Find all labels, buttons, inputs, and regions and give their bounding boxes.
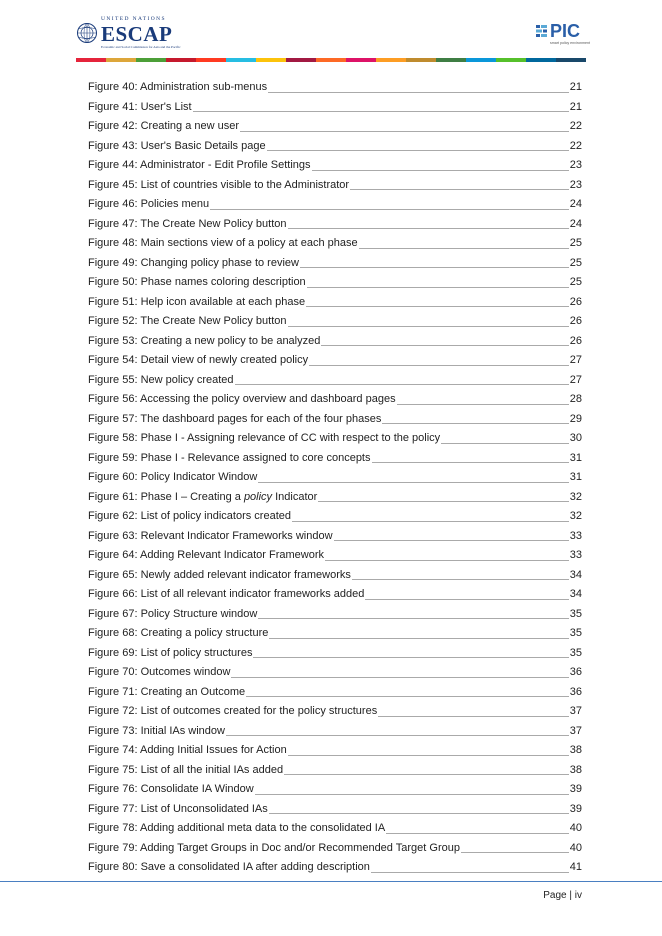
toc-entry[interactable] bbox=[88, 800, 582, 820]
color-bar-segment bbox=[406, 58, 436, 62]
color-bar-segment bbox=[106, 58, 136, 62]
toc-leader-dots bbox=[269, 813, 569, 814]
toc-entry-page: 38 bbox=[569, 763, 582, 776]
toc-entry-page: 36 bbox=[569, 685, 582, 698]
toc-leader-dots bbox=[307, 287, 569, 288]
toc-leader-dots bbox=[378, 716, 569, 717]
toc-entry-page: 35 bbox=[569, 646, 582, 659]
toc-entry-label: Figure 58: Phase I - Assigning relevance of CC with respect to the policy bbox=[88, 432, 441, 444]
toc-leader-dots bbox=[210, 209, 569, 210]
toc-entry-page: 37 bbox=[569, 705, 582, 717]
color-bar-segment bbox=[436, 58, 466, 62]
toc-leader-dots bbox=[292, 521, 569, 522]
toc-leader-dots bbox=[371, 872, 569, 873]
toc-entry-page: 40 bbox=[569, 841, 582, 854]
toc-entry-label: Figure 48: Main sections view of a policy at each phase bbox=[88, 237, 358, 249]
toc-entry[interactable] bbox=[88, 234, 582, 254]
toc-leader-dots bbox=[288, 326, 569, 327]
toc-entry-label: Figure 51: Help icon available at each phase bbox=[88, 295, 306, 308]
toc-entry-page: 31 bbox=[569, 471, 582, 483]
escap-logo-main-text: ESCAP bbox=[101, 21, 173, 46]
color-bar-segment bbox=[196, 58, 226, 62]
toc-entry-label: Figure 65: Newly added relevant indicator frameworks bbox=[88, 568, 351, 581]
toc-entry[interactable] bbox=[88, 332, 582, 352]
toc-entry-label: Figure 77: List of Unconsolidated IAs bbox=[88, 802, 268, 815]
toc-entry-label-italic: policy bbox=[243, 490, 273, 503]
toc-entry[interactable] bbox=[88, 449, 582, 469]
toc-entry-page: 24 bbox=[569, 217, 582, 230]
toc-entry[interactable] bbox=[88, 410, 582, 430]
toc-leader-dots bbox=[258, 482, 568, 483]
color-bar-segment bbox=[316, 58, 346, 62]
toc-leader-dots bbox=[268, 92, 569, 93]
toc-entry-page: 25 bbox=[569, 237, 582, 249]
toc-entry[interactable] bbox=[88, 605, 582, 625]
toc-leader-dots bbox=[365, 599, 568, 600]
toc-entry[interactable] bbox=[88, 293, 582, 313]
toc-entry-page: 23 bbox=[569, 159, 582, 171]
toc-entry-page: 39 bbox=[569, 783, 582, 795]
toc-leader-dots bbox=[255, 794, 569, 795]
toc-leader-dots bbox=[267, 150, 569, 151]
toc-entry-page: 29 bbox=[569, 412, 582, 425]
toc-entry[interactable] bbox=[88, 624, 582, 644]
color-bar-segment bbox=[376, 58, 406, 62]
toc-entry-label: Figure 57: The dashboard pages for each of the four phases bbox=[88, 412, 382, 425]
toc-entry[interactable] bbox=[88, 644, 582, 664]
toc-leader-dots bbox=[309, 365, 569, 366]
toc-entry[interactable] bbox=[88, 312, 582, 332]
toc-entry-label: Figure 52: The Create New Policy button bbox=[88, 315, 287, 327]
toc-entry-label: Figure 53: Creating a new policy to be analyzed bbox=[88, 334, 321, 347]
toc-entry-label: Figure 74: Adding Initial Issues for Action bbox=[88, 744, 287, 756]
toc-leader-dots bbox=[318, 501, 568, 502]
toc-leader-dots bbox=[386, 833, 569, 834]
toc-entry-label: Figure 71: Creating an Outcome bbox=[88, 685, 246, 698]
toc-entry-page: 28 bbox=[569, 393, 582, 405]
toc-leader-dots bbox=[461, 852, 569, 853]
toc-entry-label: Figure 70: Outcomes window bbox=[88, 666, 231, 678]
toc-entry-label: Figure 64: Adding Relevant Indicator Framework bbox=[88, 549, 325, 561]
toc-leader-dots bbox=[350, 189, 569, 190]
pic-logo-icon bbox=[536, 24, 548, 38]
toc-leader-dots bbox=[397, 404, 569, 405]
toc-entry-page: 31 bbox=[569, 451, 582, 464]
toc-entry[interactable] bbox=[88, 683, 582, 703]
toc-entry[interactable] bbox=[88, 254, 582, 274]
toc-entry-page: 37 bbox=[569, 724, 582, 737]
toc-entry-label: Figure 63: Relevant Indicator Frameworks window bbox=[88, 529, 333, 542]
toc-leader-dots bbox=[382, 423, 568, 424]
color-bar-segment bbox=[136, 58, 166, 62]
toc-leader-dots bbox=[372, 462, 569, 463]
un-emblem-icon bbox=[76, 22, 98, 44]
toc-entry-label: Figure 69: List of policy structures bbox=[88, 646, 253, 659]
toc-entry-page: 27 bbox=[569, 373, 582, 386]
toc-entry-label: Figure 72: List of outcomes created for the policy structures bbox=[88, 705, 378, 717]
toc-entry-label: Figure 47: The Create New Policy button bbox=[88, 217, 287, 230]
toc-leader-dots bbox=[312, 170, 569, 171]
toc-entry-page: 24 bbox=[569, 198, 582, 210]
toc-leader-dots bbox=[325, 560, 569, 561]
toc-entry[interactable] bbox=[88, 117, 582, 137]
toc-entry-page: 27 bbox=[569, 354, 582, 366]
pic-logo-subtext: smart policy environment bbox=[550, 41, 590, 45]
toc-entry-label: Figure 46: Policies menu bbox=[88, 198, 210, 210]
toc-entry[interactable] bbox=[88, 527, 582, 547]
toc-entry-page: 35 bbox=[569, 627, 582, 639]
toc-entry[interactable] bbox=[88, 195, 582, 215]
table-of-figures bbox=[88, 78, 582, 878]
toc-entry-page: 38 bbox=[569, 744, 582, 756]
toc-entry[interactable] bbox=[88, 663, 582, 683]
toc-entry-page: 23 bbox=[569, 178, 582, 191]
toc-entry[interactable] bbox=[88, 741, 582, 761]
toc-entry-page: 41 bbox=[569, 861, 582, 873]
color-bar-segment bbox=[346, 58, 376, 62]
footer-divider bbox=[0, 881, 662, 882]
toc-leader-dots bbox=[352, 579, 569, 580]
toc-entry[interactable] bbox=[88, 176, 582, 196]
toc-leader-dots bbox=[441, 443, 569, 444]
toc-entry[interactable] bbox=[88, 137, 582, 157]
toc-leader-dots bbox=[306, 306, 569, 307]
toc-entry-label: Figure 73: Initial IAs window bbox=[88, 724, 225, 737]
toc-entry[interactable] bbox=[88, 429, 582, 449]
color-bar-segment bbox=[496, 58, 526, 62]
toc-entry[interactable] bbox=[88, 468, 582, 488]
color-bar-segment bbox=[526, 58, 556, 62]
toc-entry[interactable] bbox=[88, 488, 582, 508]
toc-entry[interactable] bbox=[88, 371, 582, 391]
toc-entry-label: Figure 67: Policy Structure window bbox=[88, 607, 258, 620]
toc-entry-label: Figure 49: Changing policy phase to review bbox=[88, 256, 299, 269]
toc-entry[interactable] bbox=[88, 839, 582, 859]
color-bar-segment bbox=[256, 58, 286, 62]
toc-leader-dots bbox=[235, 384, 569, 385]
toc-entry[interactable] bbox=[88, 507, 582, 527]
toc-entry[interactable] bbox=[88, 858, 582, 878]
toc-entry[interactable] bbox=[88, 761, 582, 781]
toc-entry[interactable] bbox=[88, 585, 582, 605]
toc-entry-page: 21 bbox=[569, 100, 582, 113]
toc-leader-dots bbox=[193, 111, 569, 112]
toc-entry-label: Figure 76: Consolidate IA Window bbox=[88, 783, 254, 795]
toc-entry-page: 39 bbox=[569, 802, 582, 815]
toc-entry-label: Figure 43: User's Basic Details page bbox=[88, 139, 266, 152]
toc-leader-dots bbox=[240, 131, 569, 132]
toc-entry-page: 25 bbox=[569, 276, 582, 288]
page-number: Page | iv bbox=[543, 890, 582, 901]
toc-entry-label: Figure 40: Administration sub-menus bbox=[88, 81, 268, 93]
toc-entry-label: Figure 55: New policy created bbox=[88, 373, 234, 386]
toc-leader-dots bbox=[284, 774, 569, 775]
toc-entry-page: 25 bbox=[569, 256, 582, 269]
toc-entry-label: Figure 66: List of all relevant indicator frameworks added bbox=[88, 588, 365, 600]
toc-entry[interactable] bbox=[88, 722, 582, 742]
toc-entry-label: Figure 78: Adding additional meta data to the consolidated IA bbox=[88, 822, 386, 834]
color-bar-segment bbox=[166, 58, 196, 62]
toc-entry-page: 32 bbox=[569, 490, 582, 503]
toc-entry-label: Figure 60: Policy Indicator Window bbox=[88, 471, 258, 483]
toc-entry-label bbox=[88, 488, 317, 508]
toc-entry-label: Figure 44: Administrator - Edit Profile Settings bbox=[88, 159, 311, 171]
toc-entry-page: 26 bbox=[569, 295, 582, 308]
toc-leader-dots bbox=[226, 735, 569, 736]
toc-entry-label-part: Figure 61: Phase I – Creating a bbox=[88, 490, 244, 503]
toc-leader-dots bbox=[253, 657, 568, 658]
toc-entry-page: 36 bbox=[569, 666, 582, 678]
toc-entry-label: Figure 59: Phase I - Relevance assigned to core concepts bbox=[88, 451, 371, 464]
escap-logo-top-text: UNITED NATIONS bbox=[101, 16, 166, 23]
toc-entry-label: Figure 68: Creating a policy structure bbox=[88, 627, 269, 639]
escap-logo-sub-text: Economic and Social Commission for Asia and the Pacific bbox=[101, 44, 181, 49]
toc-entry-page: 33 bbox=[569, 549, 582, 561]
toc-entry[interactable] bbox=[88, 351, 582, 371]
pic-logo-text: PIC bbox=[550, 21, 581, 41]
toc-entry-label-part: Indicator bbox=[272, 490, 318, 503]
pic-logo bbox=[536, 22, 590, 45]
toc-entry-page: 26 bbox=[569, 315, 582, 327]
toc-entry[interactable] bbox=[88, 546, 582, 566]
toc-leader-dots bbox=[288, 755, 569, 756]
toc-entry-label: Figure 75: List of all the initial IAs added bbox=[88, 763, 284, 776]
toc-entry[interactable] bbox=[88, 390, 582, 410]
toc-entry-label: Figure 79: Adding Target Groups in Doc and/or Recommended Target Group bbox=[88, 841, 460, 854]
toc-leader-dots bbox=[334, 540, 569, 541]
toc-entry-page: 22 bbox=[569, 120, 582, 132]
toc-leader-dots bbox=[288, 228, 569, 229]
toc-entry[interactable] bbox=[88, 156, 582, 176]
toc-entry-label: Figure 56: Accessing the policy overview and dashboard pages bbox=[88, 393, 396, 405]
toc-entry[interactable] bbox=[88, 98, 582, 118]
toc-entry-page: 33 bbox=[569, 529, 582, 542]
toc-entry[interactable] bbox=[88, 566, 582, 586]
toc-entry-page: 34 bbox=[569, 568, 582, 581]
escap-logo bbox=[76, 18, 180, 48]
toc-entry[interactable] bbox=[88, 78, 582, 98]
color-bar-segment bbox=[226, 58, 256, 62]
toc-leader-dots bbox=[258, 618, 568, 619]
toc-leader-dots bbox=[246, 696, 569, 697]
toc-entry-label: Figure 54: Detail view of newly created policy bbox=[88, 354, 309, 366]
toc-entry-page: 22 bbox=[569, 139, 582, 152]
color-bar-segment bbox=[76, 58, 106, 62]
toc-entry-page: 21 bbox=[569, 81, 582, 93]
toc-entry-label: Figure 80: Save a consolidated IA after adding description bbox=[88, 861, 370, 873]
toc-leader-dots bbox=[300, 267, 569, 268]
toc-entry-page: 30 bbox=[569, 432, 582, 444]
toc-leader-dots bbox=[359, 248, 569, 249]
toc-entry[interactable] bbox=[88, 819, 582, 839]
toc-entry-label: Figure 50: Phase names coloring description bbox=[88, 276, 306, 288]
toc-entry-page: 35 bbox=[569, 607, 582, 620]
toc-entry-label: Figure 42: Creating a new user bbox=[88, 120, 240, 132]
toc-entry[interactable] bbox=[88, 215, 582, 235]
toc-entry-page: 26 bbox=[569, 334, 582, 347]
toc-entry[interactable] bbox=[88, 273, 582, 293]
toc-leader-dots bbox=[231, 677, 568, 678]
color-bar-segment bbox=[466, 58, 496, 62]
toc-entry-label: Figure 62: List of policy indicators created bbox=[88, 510, 291, 522]
header-color-bar bbox=[76, 58, 586, 62]
toc-entry-page: 34 bbox=[569, 588, 582, 600]
toc-entry-page: 32 bbox=[569, 510, 582, 522]
color-bar-segment bbox=[556, 58, 586, 62]
toc-entry-label: Figure 45: List of countries visible to the Administrator bbox=[88, 178, 350, 191]
toc-entry[interactable] bbox=[88, 780, 582, 800]
toc-leader-dots bbox=[269, 638, 568, 639]
toc-leader-dots bbox=[321, 345, 568, 346]
toc-entry-label: Figure 41: User's List bbox=[88, 100, 192, 113]
color-bar-segment bbox=[286, 58, 316, 62]
toc-entry-page: 40 bbox=[569, 822, 582, 834]
toc-entry[interactable] bbox=[88, 702, 582, 722]
page-header bbox=[0, 0, 662, 64]
